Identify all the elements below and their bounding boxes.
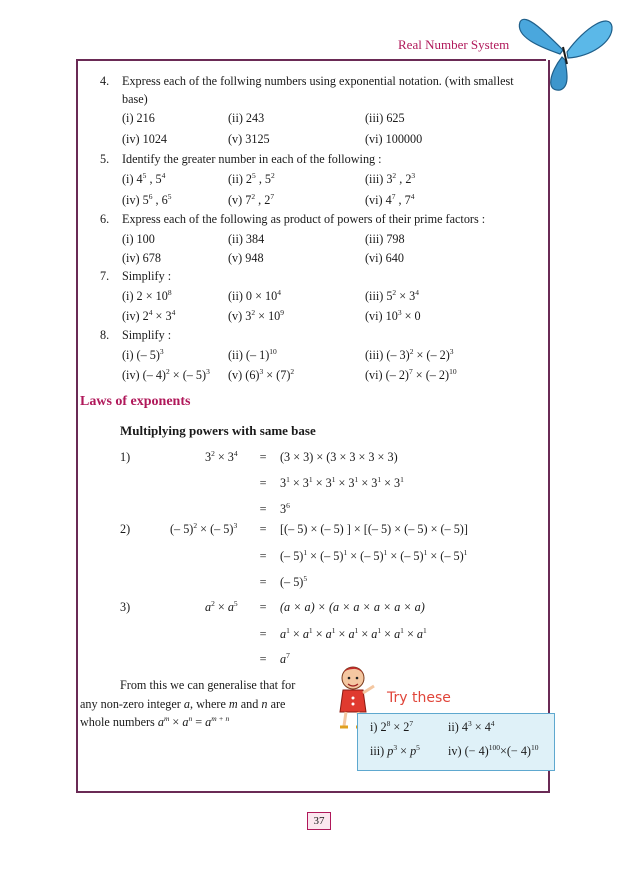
q8-text: Simplify : <box>122 328 172 342</box>
q6-text: Express each of the following as product of powers of their prime factors : <box>122 212 486 226</box>
q4-item: (vi) 100000 <box>365 132 423 146</box>
q6-item: (v) 948 <box>228 251 264 265</box>
q5-number: 5. <box>100 152 110 166</box>
q5-item: (i) $4^5$ , $5^4$ <box>122 170 166 186</box>
general-text: any non-zero integer a, where m and n are <box>80 697 286 711</box>
q4-item: (i) 216 <box>122 111 155 125</box>
q6-item: (i) 100 <box>122 232 155 246</box>
q7-item: (v) $3^2 \times 10^9$ <box>228 307 285 323</box>
example-lhs: (– 5)$^2$ × (– 5)$^3$ <box>170 520 238 536</box>
q7-item: (ii) $0 \times 10^4$ <box>228 287 281 303</box>
q4-item: (iv) 1024 <box>122 132 168 146</box>
try-item: iii) $p^3 \times p^5$ <box>370 742 420 758</box>
q8-item: (i) (– 5)$^3$ <box>122 346 164 362</box>
q8-item: (v) $(6)^3 \times (7)^2$ <box>228 366 295 382</box>
example-step: $a^1 \times a^1 \times a^1 \times a^1 \times a^1 \times a^1 \times a^1$ <box>280 625 427 641</box>
q6-item: (iii) 798 <box>365 232 405 246</box>
q4-item: (v) 3125 <box>228 132 270 146</box>
example-lhs: $3^2 \times 3^4$ <box>205 448 238 464</box>
equals-sign: = <box>259 575 267 589</box>
try-item: ii) $4^3 \times 4^4$ <box>448 718 495 734</box>
section-heading: Laws of exponents <box>80 394 191 409</box>
example-step: (a × a) × (a × a × a × a × a) <box>280 600 425 614</box>
q7-item: (vi) $10^3 \times 0$ <box>365 307 421 323</box>
equals-sign: = <box>259 652 267 666</box>
example-step: [(– 5) × (– 5) ] × [(– 5) × (– 5) × (– 5)] <box>280 522 468 536</box>
q8-item: (vi) (– 2)$^7$ × (– 2)$^{10}$ <box>365 366 457 382</box>
q5-item: (iii) $3^2$ , $2^3$ <box>365 170 416 186</box>
q7-text: Simplify : <box>122 269 172 283</box>
example-step: (– 5)$^1$ × (– 5)$^1$ × (– 5)$^1$ × (– 5)$^1$ × (– 5)$^1$ <box>280 547 468 563</box>
q7-number: 7. <box>100 269 110 283</box>
q8-item: (iv) (– 4)$^2$ × (– 5)$^3$ <box>122 366 210 382</box>
q6-item: (iv) 678 <box>122 251 161 265</box>
equals-sign: = <box>259 600 267 614</box>
q8-item: (iii) (– 3)$^2$ × (– 2)$^3$ <box>365 346 454 362</box>
q4-text-cont: base) <box>122 92 148 106</box>
example-result: $3^6$ <box>280 500 290 516</box>
equals-sign: = <box>259 627 267 641</box>
q4-number: 4. <box>100 74 110 88</box>
chapter-title: Real Number System <box>398 37 510 52</box>
q6-item: (vi) 640 <box>365 251 404 265</box>
try-item: iv) (− $4)^{100}\times(- 4)^{10}$ <box>448 742 539 758</box>
general-formula: whole numbers $a^m \times a^n = a^{m + n}$ <box>80 713 230 729</box>
q6-item: (ii) 384 <box>228 232 265 246</box>
try-these-heading: Try these <box>387 690 451 706</box>
equals-sign: = <box>259 549 267 563</box>
q4-text: Express each of the follwing numbers using exponential notation. (with smallest <box>122 74 514 88</box>
q7-item: (iii) $5^2 \times 3^4$ <box>365 287 419 303</box>
equals-sign: = <box>259 502 267 516</box>
equals-sign: = <box>259 522 267 536</box>
q5-item: (iv) $5^6$ , $6^5$ <box>122 191 172 207</box>
q6-number: 6. <box>100 212 110 226</box>
example-step: $3^1 \times 3^1 \times 3^1 \times 3^1 \times 3^1 \times 3^1$ <box>280 474 404 490</box>
page-number: 37 <box>307 812 331 830</box>
equals-sign: = <box>259 450 267 464</box>
q8-number: 8. <box>100 328 110 342</box>
example-label: 3) <box>120 600 131 614</box>
q4-item: (ii) 243 <box>228 111 265 125</box>
example-lhs: $a^2 \times a^5$ <box>205 598 238 614</box>
q5-text: Identify the greater number in each of the following : <box>122 152 382 166</box>
example-label: 2) <box>120 522 131 536</box>
q4-item: (iii) 625 <box>365 111 405 125</box>
general-text: From this we can generalise that for <box>120 678 296 692</box>
try-item: i) $2^8 \times 2^7$ <box>370 718 414 734</box>
example-step: (3 × 3) × (3 × 3 × 3 × 3) <box>280 450 398 464</box>
q5-item: (v) $7^2$ , $2^7$ <box>228 191 275 207</box>
q7-item: (i) $2 \times 10^8$ <box>122 287 172 303</box>
q8-item: (ii) (– 1)$^{10}$ <box>228 346 277 362</box>
q5-item: (ii) $2^5$ , $5^2$ <box>228 170 275 186</box>
q5-item: (vi) $4^7$ , $7^4$ <box>365 191 415 207</box>
example-result: (– 5)$^5$ <box>280 573 308 589</box>
equals-sign: = <box>259 476 267 490</box>
q7-item: (iv) $2^4 \times 3^4$ <box>122 307 176 323</box>
example-result: $a^7$ <box>280 650 290 666</box>
example-label: 1) <box>120 450 131 464</box>
subsection-heading: Multiplying powers with same base <box>120 423 316 438</box>
